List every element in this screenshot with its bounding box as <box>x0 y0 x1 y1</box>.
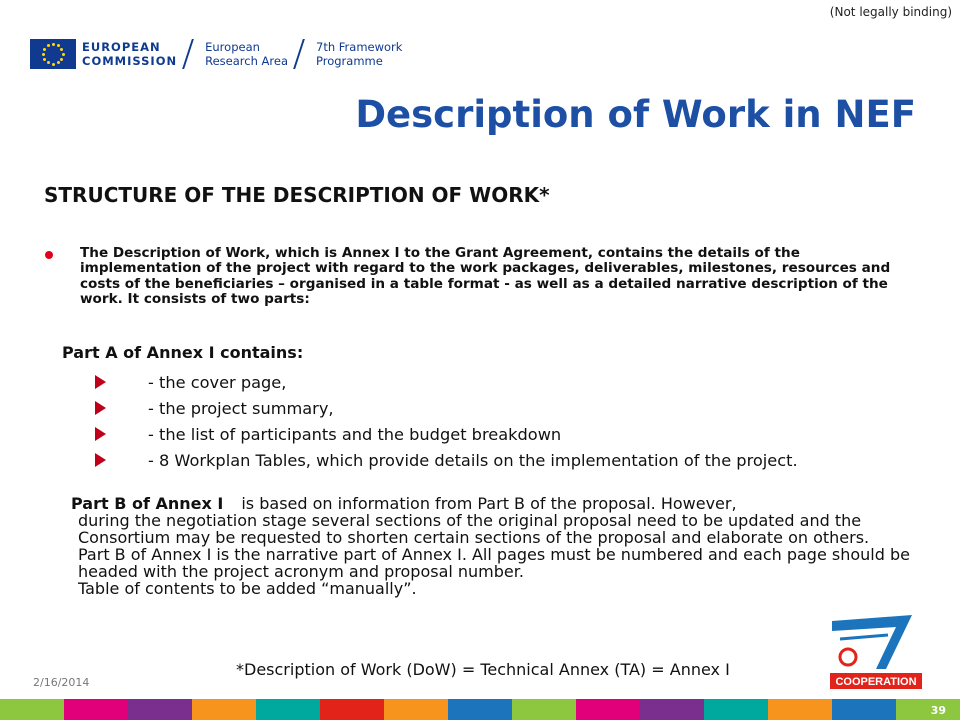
logo-line-3b: Programme <box>316 54 383 68</box>
star-icon <box>60 48 63 51</box>
logo-divider <box>293 39 305 69</box>
eu-flag-icon <box>30 39 76 69</box>
part-b-paragraph-2: Part B of Annex I is the narrative part of Annex I. All pages must be numbered and each page should be headed with the project acronym and proposal number. <box>78 545 910 581</box>
color-bar-segment <box>896 699 960 720</box>
arrow-right-icon <box>95 401 106 415</box>
footer-color-bar <box>0 699 960 720</box>
star-icon <box>57 44 60 47</box>
fp7-cooperation-logo <box>826 613 926 693</box>
disclaimer-text: (Not legally binding) <box>829 5 952 19</box>
logo-divider <box>182 39 194 69</box>
color-bar-segment <box>256 699 320 720</box>
list-item: - 8 Workplan Tables, which provide details on the implementation of the project. <box>95 447 798 473</box>
european-commission-logo <box>30 36 402 72</box>
color-bar-segment <box>64 699 128 720</box>
part-b-paragraph-3: Table of contents to be added “manually”. <box>78 579 417 598</box>
logo-line-2b: Research Area <box>205 54 288 68</box>
list-item: - the list of participants and the budget breakdown <box>95 421 798 447</box>
bullet-dot-icon <box>45 251 53 259</box>
star-icon <box>57 61 60 64</box>
list-item: - the cover page, <box>95 369 798 395</box>
star-icon <box>62 53 65 56</box>
cooperation-label: COOPERATION <box>835 676 917 688</box>
star-icon <box>47 44 50 47</box>
star-icon <box>52 43 55 46</box>
star-icon <box>60 58 63 61</box>
ring-icon <box>840 649 856 665</box>
part-b-label: Part B of Annex I <box>71 494 224 513</box>
color-bar-segment <box>512 699 576 720</box>
color-bar-segment <box>576 699 640 720</box>
arrow-right-icon <box>95 427 106 441</box>
page-number: 39 <box>930 704 946 717</box>
arrow-right-icon <box>95 453 106 467</box>
logo-line-1a: EUROPEAN <box>82 40 161 54</box>
color-bar-segment <box>768 699 832 720</box>
color-bar-segment <box>832 699 896 720</box>
color-bar-segment <box>128 699 192 720</box>
arrow-right-icon <box>95 375 106 389</box>
color-bar-segment <box>704 699 768 720</box>
color-bar-segment <box>320 699 384 720</box>
color-bar-segment <box>0 699 64 720</box>
logo-line-2a: European <box>205 40 260 54</box>
star-icon <box>43 48 46 51</box>
part-a-list <box>95 369 798 473</box>
star-icon <box>52 63 55 66</box>
part-b-first-line: is based on information from Part B of the proposal. However, <box>241 494 737 513</box>
logo-line-1b: COMMISSION <box>82 54 178 68</box>
color-bar-segment <box>384 699 448 720</box>
slide-date: 2/16/2014 <box>33 676 90 689</box>
seven-shape-icon <box>832 615 912 669</box>
footnote: *Description of Work (DoW) = Technical Annex (TA) = Annex I <box>236 660 730 679</box>
part-b-intro <box>71 495 916 512</box>
star-icon <box>47 61 50 64</box>
part-a-heading: Part A of Annex I contains: <box>62 343 304 362</box>
list-item: - the project summary, <box>95 395 798 421</box>
part-b-paragraph-1: during the negotiation stage several sections of the original proposal need to be updated and the Consortium may be requested to shorten certain sections of the proposal and elaborate on others. <box>78 511 870 547</box>
slide-title: Description of Work in NEF <box>355 93 916 136</box>
color-bar-segment <box>192 699 256 720</box>
star-icon <box>42 53 45 56</box>
star-icon <box>43 58 46 61</box>
section-heading: STRUCTURE OF THE DESCRIPTION OF WORK* <box>44 183 550 207</box>
bullet-paragraph: The Description of Work, which is Annex I to the Grant Agreement, contains the details of the implementation of the project with regard to the work packages, deliverables, milestones, resources and costs of the beneficiaries – organised in a table format - as well as a detailed narrative description of the work. It consists of two parts: <box>80 245 891 308</box>
part-b-body <box>78 512 918 597</box>
color-bar-segment <box>640 699 704 720</box>
logo-line-3a: 7th Framework <box>316 40 403 54</box>
color-bar-segment <box>448 699 512 720</box>
